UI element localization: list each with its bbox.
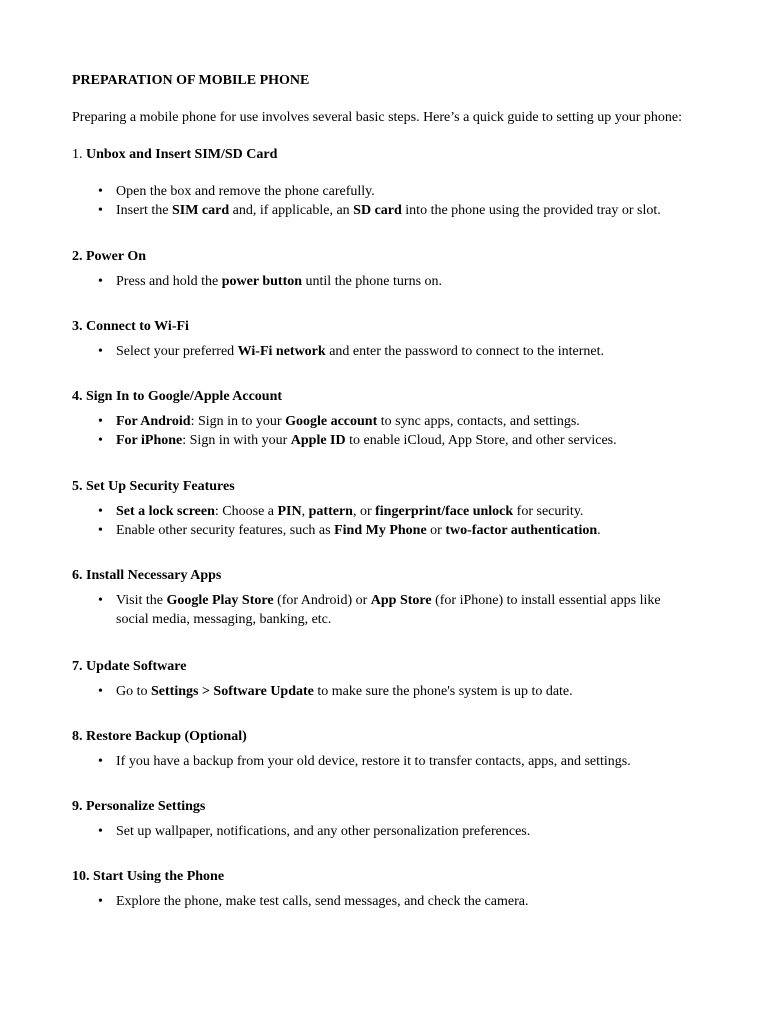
step-7 (72, 658, 696, 701)
text-run: (for iPhone) to install essential apps like social media, messaging, banking, etc. (116, 593, 661, 627)
bold-text: For Android (116, 414, 191, 429)
step-heading (72, 868, 696, 886)
text-run: to make sure the phone's system is up to date. (313, 684, 573, 699)
step-number: 1. (72, 147, 83, 162)
text-run: If you have a backup from your old device, restore it to transfer contacts, apps, and settings. (116, 754, 631, 769)
step-9 (72, 798, 696, 841)
step-number: 3. (72, 319, 83, 334)
text-run: (for Android) or (273, 593, 371, 608)
step-heading (72, 658, 696, 676)
text-run: for security. (513, 504, 584, 519)
step-number: 6. (72, 568, 83, 583)
step-title: Connect to Wi-Fi (86, 319, 189, 334)
step-heading (72, 248, 696, 266)
step-number: 5. (72, 479, 83, 494)
bullet-item (98, 502, 696, 521)
step-1 (72, 146, 696, 220)
bullet-icon: • (98, 523, 103, 538)
text-run: until the phone turns on. (302, 274, 443, 289)
text-run: to enable iCloud, App Store, and other services. (345, 433, 617, 448)
text-run: Explore the phone, make test calls, send messages, and check the camera. (116, 894, 529, 909)
text-run: : Choose a (214, 504, 278, 519)
step-bullet-list (72, 182, 696, 220)
text-run: Visit the (116, 593, 167, 608)
step-heading (72, 728, 696, 746)
bullet-item (98, 201, 696, 220)
text-run: : Sign in to your (190, 414, 286, 429)
bullet-item (98, 412, 696, 431)
bold-text: Google account (285, 414, 378, 429)
bold-text: pattern (308, 504, 353, 519)
step-number: 2. (72, 249, 83, 264)
bold-text: For iPhone (116, 433, 183, 448)
bullet-item (98, 822, 696, 841)
step-heading (72, 388, 696, 406)
step-number: 7. (72, 659, 83, 674)
text-run: Enable other security features, such as (116, 523, 335, 538)
bullet-item (98, 182, 696, 201)
step-2 (72, 248, 696, 291)
step-bullet-list (72, 412, 696, 450)
bullet-icon: • (98, 504, 103, 519)
bullet-item (98, 752, 696, 771)
step-bullet-list (72, 342, 696, 361)
bullet-icon: • (98, 184, 103, 199)
step-number: 4. (72, 389, 83, 404)
bold-text: PIN (277, 504, 302, 519)
bold-text: Settings > Software Update (151, 684, 314, 699)
text-run: . (597, 523, 601, 538)
bullet-icon: • (98, 754, 103, 769)
bullet-item (98, 342, 696, 361)
bold-text: power button (221, 274, 303, 289)
step-title: Update Software (86, 659, 187, 674)
step-8 (72, 728, 696, 771)
text-run: and enter the password to connect to the internet. (325, 344, 605, 359)
bullet-item (98, 892, 696, 911)
bullet-icon: • (98, 274, 103, 289)
step-6 (72, 567, 696, 629)
step-bullet-list (72, 752, 696, 771)
step-bullet-list (72, 822, 696, 841)
text-run: and, if applicable, an (229, 203, 354, 218)
text-run: Go to (116, 684, 151, 699)
text-run: or (426, 523, 446, 538)
step-number: 9. (72, 799, 83, 814)
step-number: 8. (72, 729, 83, 744)
step-title: Start Using the Phone (93, 869, 225, 884)
bullet-icon: • (98, 593, 103, 608)
bold-text: Wi-Fi network (237, 344, 326, 359)
step-number: 10. (72, 869, 90, 884)
step-bullet-list (72, 682, 696, 701)
bullet-icon: • (98, 433, 103, 448)
bullet-item (98, 591, 696, 629)
bold-text: App Store (370, 593, 432, 608)
bullet-item (98, 682, 696, 701)
text-run: to sync apps, contacts, and settings. (377, 414, 580, 429)
bullet-item (98, 521, 696, 540)
bold-text: Apple ID (290, 433, 346, 448)
bold-text: Find My Phone (334, 523, 427, 538)
bullet-icon: • (98, 684, 103, 699)
text-run: Open the box and remove the phone carefully. (116, 184, 375, 199)
step-heading (72, 567, 696, 585)
bold-text: Set a lock screen (116, 504, 215, 519)
step-title: Restore Backup (Optional) (86, 729, 247, 744)
step-title: Power On (86, 249, 147, 264)
text-run: into the phone using the provided tray or slot. (401, 203, 661, 218)
bold-text: fingerprint/face unlock (375, 504, 514, 519)
step-10 (72, 868, 696, 911)
text-run: : Sign in with your (182, 433, 291, 448)
step-title: Unbox and Insert SIM/SD Card (86, 147, 278, 162)
text-run: Set up wallpaper, notifications, and any other personalization preferences. (116, 824, 531, 839)
bold-text: SD card (353, 203, 402, 218)
step-title: Install Necessary Apps (86, 568, 222, 583)
step-4 (72, 388, 696, 450)
bullet-icon: • (98, 824, 103, 839)
bullet-icon: • (98, 414, 103, 429)
step-title: Set Up Security Features (86, 479, 235, 494)
bullet-item (98, 272, 696, 291)
text-run: , or (352, 504, 376, 519)
step-bullet-list (72, 272, 696, 291)
bold-text: SIM card (171, 203, 230, 218)
step-heading (72, 478, 696, 496)
bullet-icon: • (98, 203, 103, 218)
step-heading (72, 146, 696, 164)
bullet-item (98, 431, 696, 450)
step-heading (72, 798, 696, 816)
step-bullet-list (72, 591, 696, 629)
step-heading (72, 318, 696, 336)
step-bullet-list (72, 502, 696, 540)
step-3 (72, 318, 696, 361)
step-title: Sign In to Google/Apple Account (86, 389, 283, 404)
document-title: PREPARATION OF MOBILE PHONE (72, 73, 310, 88)
step-title: Personalize Settings (86, 799, 206, 814)
intro-paragraph: Preparing a mobile phone for use involves several basic steps. Here’s a quick guide to setting up your phone: (72, 110, 683, 125)
text-run: , (301, 504, 309, 519)
bullet-icon: • (98, 344, 103, 359)
text-run: Select your preferred (116, 344, 238, 359)
bullet-icon: • (98, 894, 103, 909)
bold-text: two-factor authentication (445, 523, 598, 538)
bold-text: Google Play Store (166, 593, 274, 608)
step-bullet-list (72, 892, 696, 911)
step-5 (72, 478, 696, 540)
text-run: Insert the (116, 203, 172, 218)
text-run: Press and hold the (116, 274, 222, 289)
